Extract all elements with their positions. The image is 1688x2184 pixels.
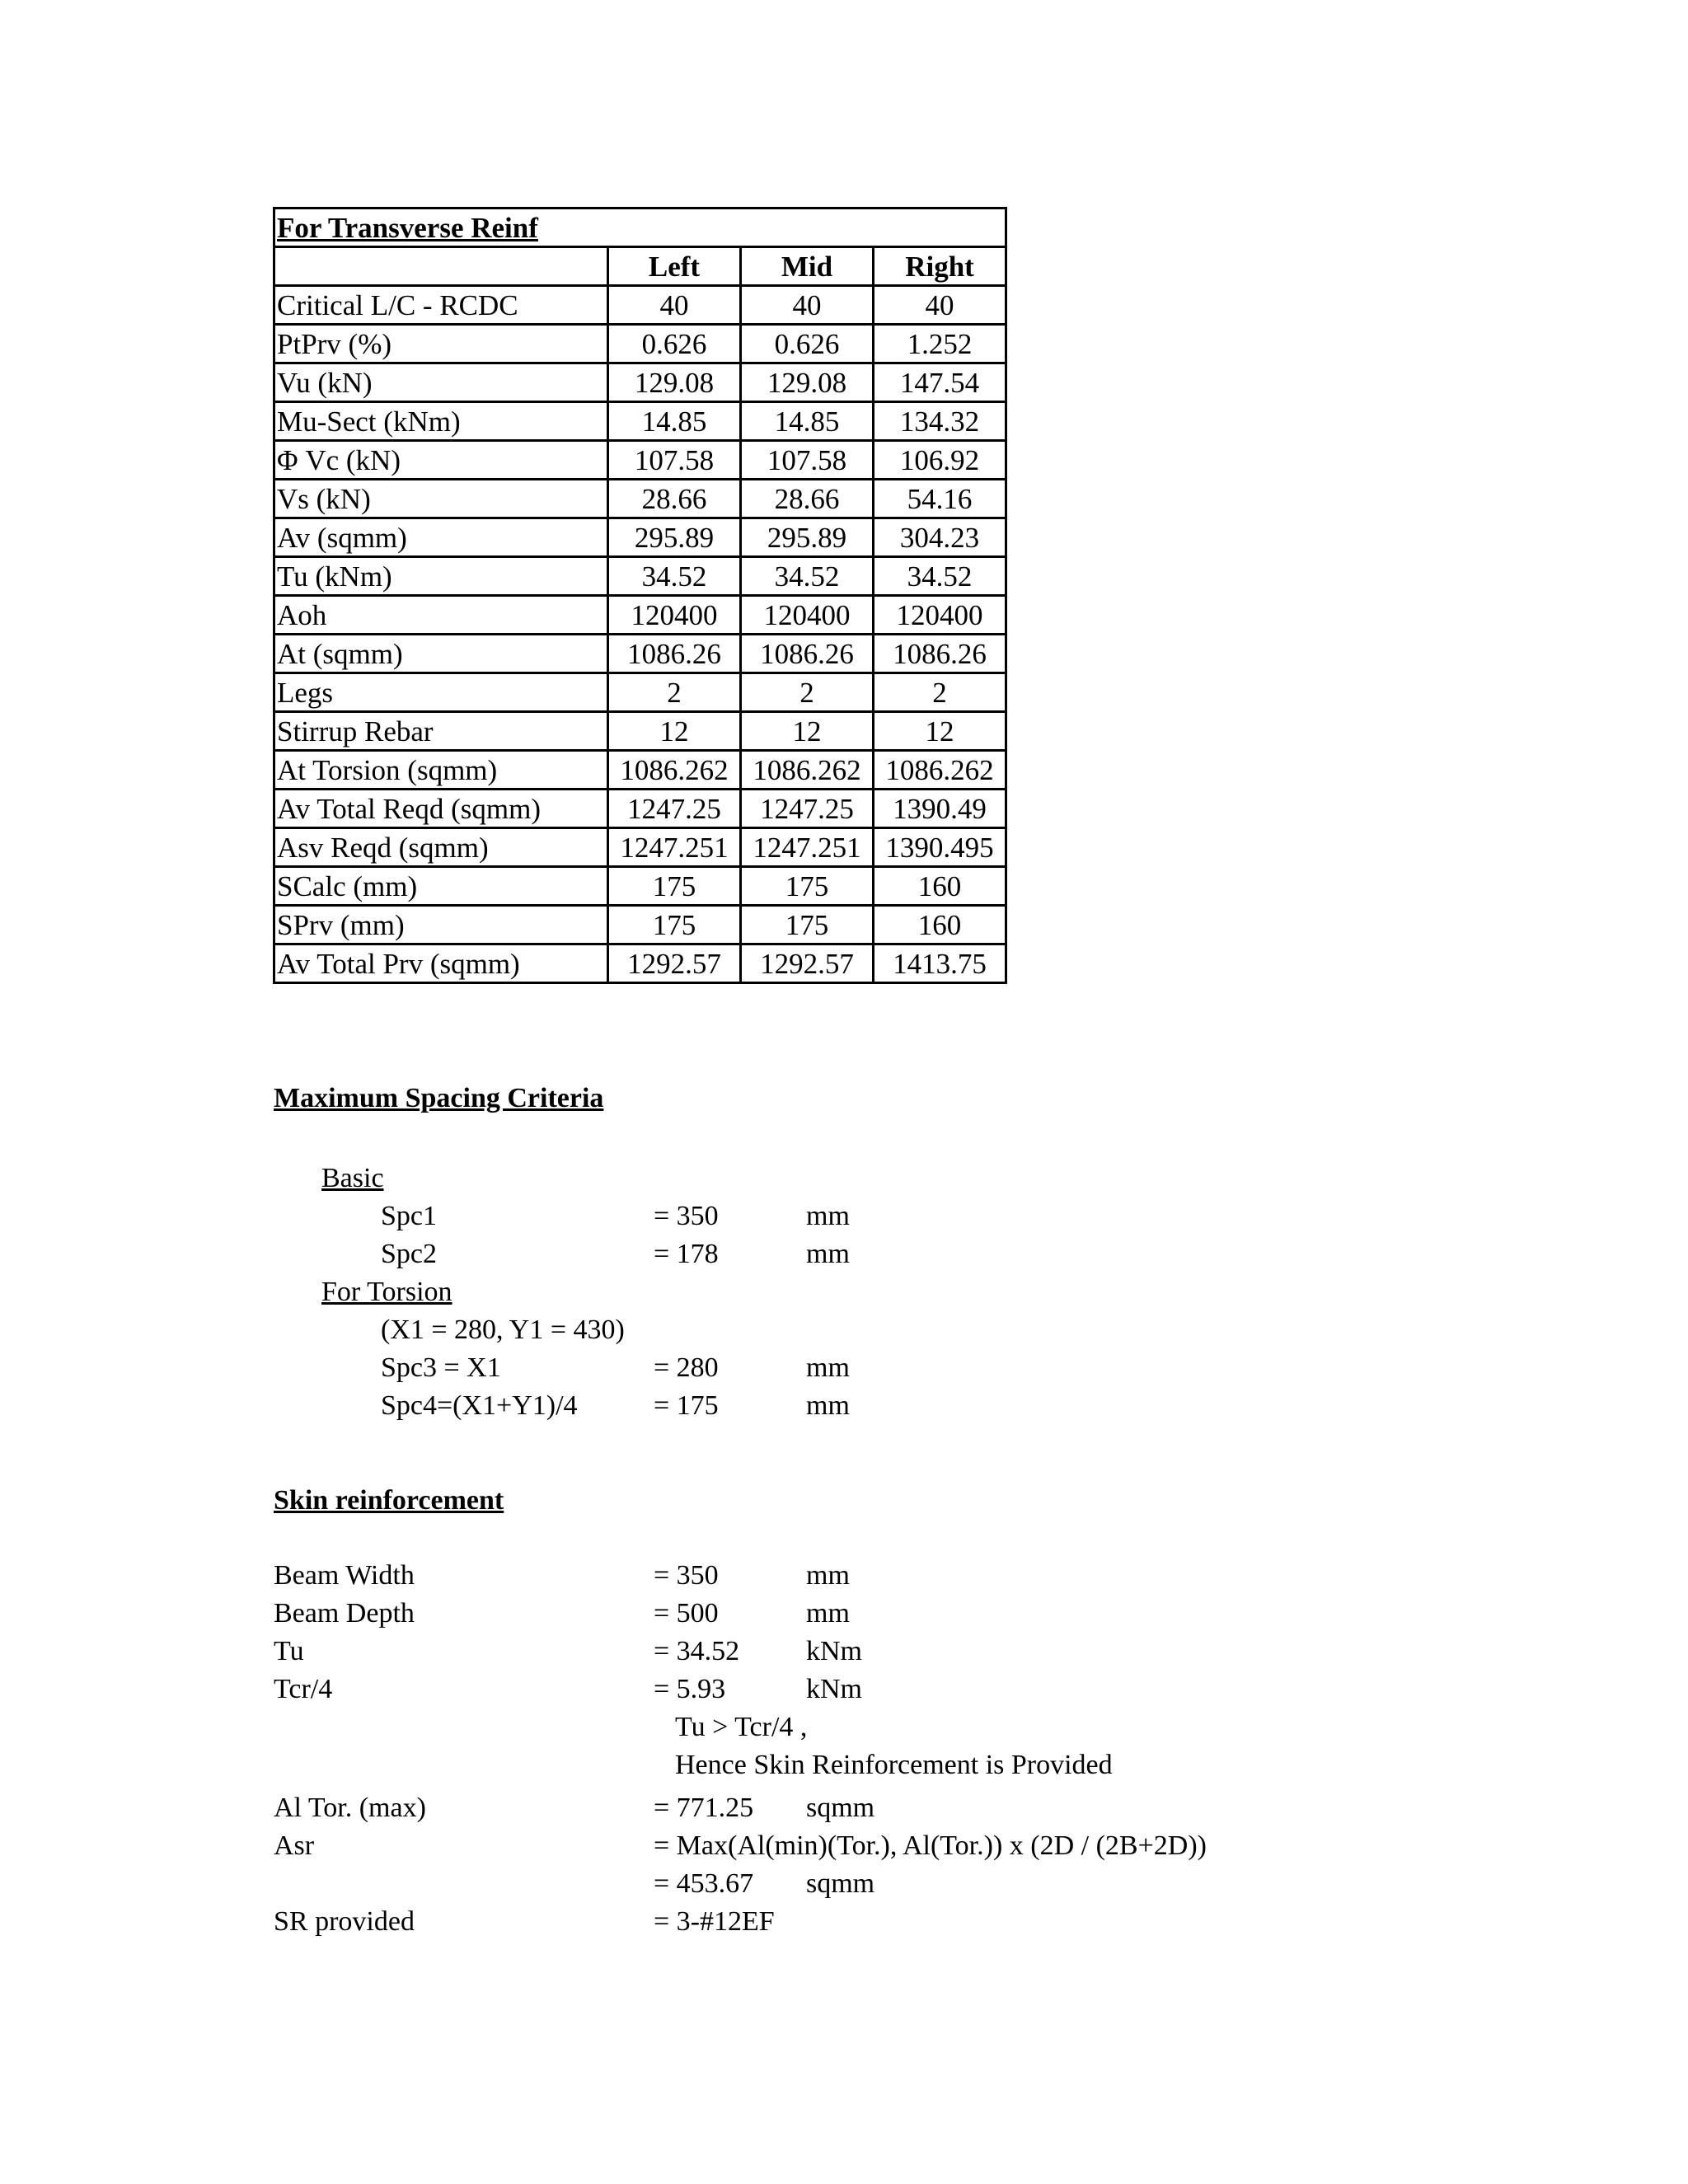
transverse-table-body [274, 209, 1006, 983]
spc4-value: = 175 [654, 1390, 719, 1421]
table-title-row [274, 209, 1006, 247]
cell-right: 40 [874, 286, 1006, 325]
cell-mid: 175 [741, 906, 874, 944]
row-label: Asv Reqd (sqmm) [274, 828, 608, 867]
spacing-heading: Maximum Spacing Criteria [274, 1083, 604, 1113]
table-row [274, 673, 1006, 712]
al-tor-unit: sqmm [806, 1793, 875, 1823]
table-row [274, 712, 1006, 751]
al-tor-label: Al Tor. (max) [274, 1793, 426, 1823]
spc3-unit: mm [806, 1352, 850, 1383]
cell-left: 295.89 [608, 518, 741, 557]
cell-right: 54.16 [874, 480, 1006, 518]
cell-right: 1086.262 [874, 751, 1006, 790]
table-row [274, 518, 1006, 557]
table-row [274, 944, 1006, 983]
tu-value: = 34.52 [654, 1636, 740, 1666]
cell-right: 120400 [874, 596, 1006, 635]
row-label: SCalc (mm) [274, 867, 608, 906]
tcr-label: Tcr/4 [274, 1674, 333, 1704]
asr-unit: sqmm [806, 1868, 875, 1899]
sr-provided-value: = 3-#12EF [654, 1906, 775, 1937]
cell-mid: 120400 [741, 596, 874, 635]
tcr-unit: kNm [806, 1674, 862, 1704]
cell-mid: 12 [741, 712, 874, 751]
table-row [274, 557, 1006, 596]
cell-right: 160 [874, 906, 1006, 944]
cell-mid: 1247.25 [741, 790, 874, 828]
cell-left: 40 [608, 286, 741, 325]
torsion-label: For Torsion [321, 1277, 452, 1307]
table-row [274, 402, 1006, 441]
cell-mid: 14.85 [741, 402, 874, 441]
spc2-unit: mm [806, 1239, 850, 1269]
cell-left: 120400 [608, 596, 741, 635]
row-label: Mu-Sect (kNm) [274, 402, 608, 441]
row-label: SPrv (mm) [274, 906, 608, 944]
cell-left: 129.08 [608, 363, 741, 402]
spc2-label: Spc2 [381, 1239, 437, 1269]
cell-left: 175 [608, 867, 741, 906]
cell-right: 1413.75 [874, 944, 1006, 983]
cell-left: 34.52 [608, 557, 741, 596]
cell-right: 12 [874, 712, 1006, 751]
spc3-value: = 280 [654, 1352, 719, 1383]
table-row [274, 635, 1006, 673]
cell-left: 1086.262 [608, 751, 741, 790]
transverse-reinforcement-table [273, 207, 1007, 984]
table-row [274, 906, 1006, 944]
cell-mid: 295.89 [741, 518, 874, 557]
cell-right: 1086.26 [874, 635, 1006, 673]
beam-width-label: Beam Width [274, 1560, 415, 1591]
beam-width-value: = 350 [654, 1560, 719, 1591]
cell-mid: 129.08 [741, 363, 874, 402]
cell-mid: 1086.26 [741, 635, 874, 673]
table-title: For Transverse Reinf [274, 209, 1006, 247]
table-row [274, 867, 1006, 906]
cell-right: 1.252 [874, 325, 1006, 363]
beam-depth-value: = 500 [654, 1598, 719, 1629]
al-tor-value: = 771.25 [654, 1793, 754, 1823]
cell-mid: 0.626 [741, 325, 874, 363]
table-row [274, 596, 1006, 635]
row-label: Φ Vc (kN) [274, 441, 608, 480]
cell-left: 1292.57 [608, 944, 741, 983]
cell-right: 106.92 [874, 441, 1006, 480]
spc2-value: = 178 [654, 1239, 719, 1269]
conclusion-line: Hence Skin Reinforcement is Provided [675, 1750, 1113, 1780]
cell-right: 34.52 [874, 557, 1006, 596]
cell-right: 147.54 [874, 363, 1006, 402]
table-row [274, 751, 1006, 790]
table-row [274, 441, 1006, 480]
basic-label: Basic [321, 1163, 384, 1193]
row-label: Vu (kN) [274, 363, 608, 402]
cell-left: 28.66 [608, 480, 741, 518]
row-label: Critical L/C - RCDC [274, 286, 608, 325]
cell-mid: 1247.251 [741, 828, 874, 867]
row-label: Av Total Reqd (sqmm) [274, 790, 608, 828]
column-header-left: Left [608, 247, 741, 286]
cell-left: 1247.251 [608, 828, 741, 867]
skin-heading: Skin reinforcement [274, 1485, 504, 1516]
asr-label: Asr [274, 1830, 315, 1861]
beam-depth-label: Beam Depth [274, 1598, 415, 1629]
cell-left: 175 [608, 906, 741, 944]
spc1-unit: mm [806, 1201, 850, 1231]
cell-left: 2 [608, 673, 741, 712]
row-label: Av Total Prv (sqmm) [274, 944, 608, 983]
cell-right: 304.23 [874, 518, 1006, 557]
tu-label: Tu [274, 1636, 304, 1666]
cell-mid: 40 [741, 286, 874, 325]
cell-left: 1247.25 [608, 790, 741, 828]
column-header-mid: Mid [741, 247, 874, 286]
asr-value: = 453.67 [654, 1868, 754, 1899]
cell-right: 160 [874, 867, 1006, 906]
tcr-value: = 5.93 [654, 1674, 726, 1704]
tu-unit: kNm [806, 1636, 862, 1666]
asr-formula: = Max(Al(min)(Tor.), Al(Tor.)) x (2D / (2B+2D)) [654, 1830, 1207, 1861]
table-row [274, 286, 1006, 325]
cell-left: 0.626 [608, 325, 741, 363]
cell-mid: 2 [741, 673, 874, 712]
cell-left: 1086.26 [608, 635, 741, 673]
cell-left: 14.85 [608, 402, 741, 441]
table-row [274, 790, 1006, 828]
cell-right: 134.32 [874, 402, 1006, 441]
cell-mid: 34.52 [741, 557, 874, 596]
spc3-label: Spc3 = X1 [381, 1352, 501, 1383]
cell-mid: 1292.57 [741, 944, 874, 983]
table-header-row [274, 247, 1006, 286]
spc4-unit: mm [806, 1390, 850, 1421]
cell-mid: 1086.262 [741, 751, 874, 790]
row-label: Stirrup Rebar [274, 712, 608, 751]
row-label: Tu (kNm) [274, 557, 608, 596]
row-label: Legs [274, 673, 608, 712]
table-row [274, 480, 1006, 518]
spc1-label: Spc1 [381, 1201, 437, 1231]
cell-right: 1390.495 [874, 828, 1006, 867]
table-row [274, 325, 1006, 363]
table-row [274, 828, 1006, 867]
row-label: Av (sqmm) [274, 518, 608, 557]
cell-right: 1390.49 [874, 790, 1006, 828]
beam-width-unit: mm [806, 1560, 850, 1591]
row-label: At (sqmm) [274, 635, 608, 673]
row-label: PtPrv (%) [274, 325, 608, 363]
sr-provided-label: SR provided [274, 1906, 415, 1937]
beam-depth-unit: mm [806, 1598, 850, 1629]
header-blank-cell [274, 247, 608, 286]
cell-left: 107.58 [608, 441, 741, 480]
check-line: Tu > Tcr/4 , [675, 1712, 808, 1742]
spc1-value: = 350 [654, 1201, 719, 1231]
cell-mid: 107.58 [741, 441, 874, 480]
cell-mid: 28.66 [741, 480, 874, 518]
row-label: Vs (kN) [274, 480, 608, 518]
row-label: Aoh [274, 596, 608, 635]
table-row [274, 363, 1006, 402]
row-label: At Torsion (sqmm) [274, 751, 608, 790]
torsion-note: (X1 = 280, Y1 = 430) [381, 1315, 625, 1345]
cell-mid: 175 [741, 867, 874, 906]
cell-left: 12 [608, 712, 741, 751]
cell-right: 2 [874, 673, 1006, 712]
column-header-right: Right [874, 247, 1006, 286]
spc4-label: Spc4=(X1+Y1)/4 [381, 1390, 578, 1421]
